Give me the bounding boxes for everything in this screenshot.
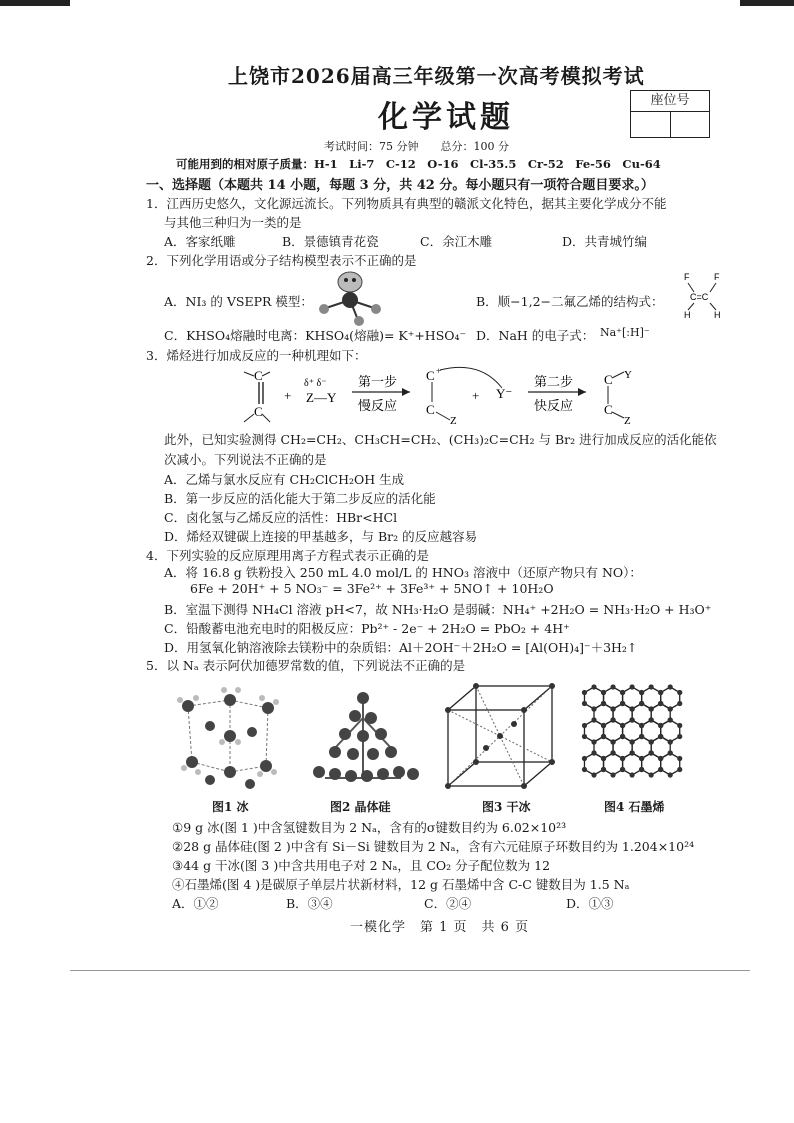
q1-option-b: B．景德镇青花瓷 bbox=[282, 234, 379, 249]
vsepr-model-image bbox=[312, 268, 390, 326]
svg-text:C=C: C=C bbox=[690, 292, 709, 302]
q2-option-c: C．KHSO₄熔融时电离：KHSO₄(熔融)= K⁺+HSO₄⁻ bbox=[164, 328, 467, 343]
q5-statement-4: ④石墨烯(图 4 )是碳原子单层片状新材料，12 g 石墨烯中含 C-C 键数目为 1.5 Nₐ bbox=[172, 877, 630, 892]
figure-1-caption: 图1 冰 bbox=[212, 800, 249, 814]
svg-text:+: + bbox=[284, 388, 292, 403]
dry-ice-structure-image bbox=[440, 680, 560, 796]
mechanism-diagram bbox=[240, 364, 660, 426]
step1-rate: 慢反应 bbox=[358, 398, 398, 413]
y-anion: Y⁻ bbox=[496, 386, 513, 401]
step1-label: 第一步 bbox=[358, 374, 398, 389]
q3-text-line2: 次减小。下列说法不正确的是 bbox=[164, 452, 327, 467]
svg-text:Y: Y bbox=[624, 369, 632, 381]
step2-label: 第二步 bbox=[534, 374, 574, 389]
q4-option-c: C．铅酸蓄电池充电时的阳极反应：Pb²⁺ - 2e⁻ + 2H₂O = PbO₂ + 4H⁺ bbox=[164, 621, 570, 636]
svg-text:C: C bbox=[604, 402, 613, 417]
q5-statement-3: ③44 g 干冰(图 3 )中含共用电子对 2 Nₐ，且 CO₂ 分子配位数为 12 bbox=[172, 858, 551, 873]
zy-reagent: Z—Y bbox=[306, 390, 337, 405]
page-footer: 一模化学 第 1 页 共 6 页 bbox=[350, 920, 530, 935]
bottom-divider bbox=[70, 970, 750, 971]
q3-option-d: D．烯烃双键碳上连接的甲基越多，与 Br₂ 的反应越容易 bbox=[164, 529, 478, 544]
q1-option-a: A．客家纸雕 bbox=[164, 234, 236, 249]
atomic-masses: 可能用到的相对原子质量：H-1 Li-7 C-12 O-16 Cl-35.5 Cr-52 Fe-56 Cu-64 bbox=[176, 157, 661, 171]
q3-option-b: B．第一步反应的活化能大于第二步反应的活化能 bbox=[164, 491, 436, 506]
ice-structure-image bbox=[170, 676, 290, 794]
q5-statement-2: ②28 g 晶体硅(图 2 )中含有 Si－Si 键数目为 2 Nₐ，含有六元硅原子环数目约为 1.204×10²⁴ bbox=[172, 839, 695, 854]
figure-4-caption: 图4 石墨烯 bbox=[604, 800, 665, 814]
q5-stem: 5．以 Nₐ 表示阿伏加德罗常数的值，下列说法不正确的是 bbox=[146, 658, 466, 673]
silicon-crystal-image bbox=[305, 688, 425, 792]
q5-option-c: C．②④ bbox=[424, 896, 472, 911]
subject-title: 化学试题 bbox=[378, 100, 514, 135]
q3-option-a: A．乙烯与氯水反应有 CH₂ClCH₂OH 生成 bbox=[164, 472, 405, 487]
partial-charges: δ⁺ δ⁻ bbox=[304, 378, 327, 389]
q2-option-b: B．顺−1,2−二氟乙烯的结构式： bbox=[476, 294, 664, 309]
svg-text:C: C bbox=[426, 368, 435, 383]
q2-stem: 2．下列化学用语或分子结构模型表示不正确的是 bbox=[146, 253, 417, 268]
svg-text:Z: Z bbox=[450, 415, 457, 426]
svg-text:Z: Z bbox=[624, 415, 631, 426]
q4-option-a-line2: 6Fe + 20H⁺ + 5 NO₃⁻ = 3Fe²⁺ + 3Fe³⁺ + 5NO↑ + 10H₂O bbox=[190, 581, 554, 596]
seat-label: 座位号 bbox=[631, 91, 709, 112]
q5-option-b: B．③④ bbox=[286, 896, 333, 911]
nah-electron-formula: Na⁺[:H]⁻ bbox=[600, 326, 650, 339]
svg-text:C: C bbox=[426, 402, 435, 417]
q3-option-c: C．卤化氢与乙烯反应的活性：HBr<HCl bbox=[164, 510, 398, 525]
svg-text:C: C bbox=[604, 372, 613, 387]
q5-statement-1: ①9 g 冰(图 1 )中含氢键数目为 2 Nₐ，含有的σ键数目约为 6.02×10²³ bbox=[172, 820, 567, 835]
q2-option-d: D．NaH 的电子式： bbox=[476, 328, 595, 343]
difluoroethene-structure bbox=[680, 270, 726, 320]
svg-text:C: C bbox=[254, 404, 263, 419]
svg-text:+: + bbox=[472, 388, 480, 403]
q5-option-d: D．①③ bbox=[566, 896, 614, 911]
figure-2-caption: 图2 晶体硅 bbox=[330, 800, 391, 814]
q2-option-a: A．NI₃ 的 VSEPR 模型： bbox=[164, 294, 313, 309]
seat-cell bbox=[631, 112, 671, 138]
svg-text:F: F bbox=[714, 272, 720, 282]
graphene-structure-image bbox=[580, 684, 712, 794]
q4-option-b: B．室温下测得 NH₄Cl 溶液 pH<7，故 NH₃·H₂O 是弱碱：NH₄⁺ +2H₂O = NH₃·H₂O + H₃O⁺ bbox=[164, 602, 712, 617]
q3-text-line1: 此外，已知实验测得 CH₂=CH₂、CH₃CH=CH₂、(CH₃)₂C=CH₂ 与 Br₂ 进行加成反应的活化能依 bbox=[164, 432, 717, 447]
q1-stem-line2: 与其他三种归为一类的是 bbox=[164, 215, 302, 230]
section-heading: 一、选择题（本题共 14 小题，每题 3 分，共 42 分。每小题只有一项符合题目要求。） bbox=[146, 178, 654, 193]
seat-cell bbox=[671, 112, 710, 138]
svg-text:H: H bbox=[714, 310, 721, 320]
step2-rate: 快反应 bbox=[534, 398, 574, 413]
q4-option-a-line1: A．将 16.8 g 铁粉投入 250 mL 4.0 mol/L 的 HNO₃ 溶液中（还原产物只有 NO）： bbox=[164, 565, 642, 580]
q1-option-c: C．余江木雕 bbox=[420, 234, 493, 249]
svg-text:H: H bbox=[684, 310, 691, 320]
q5-option-a: A．①② bbox=[172, 896, 219, 911]
q1-option-d: D．共青城竹编 bbox=[562, 234, 648, 249]
q4-option-d: D．用氢氧化钠溶液除去镁粉中的杂质铝：Al＋2OH⁻＋2H₂O = [Al(OH)₄]⁻＋3H₂↑ bbox=[164, 640, 638, 655]
figure-3-caption: 图3 干冰 bbox=[482, 800, 531, 814]
q1-stem-line1: 1．江西历史悠久，文化源远流长。下列物质具有典型的赣派文化特色，据其主要化学成分不能 bbox=[146, 196, 667, 211]
svg-text:F: F bbox=[684, 272, 690, 282]
exam-title: 上饶市2026届高三年级第一次高考模拟考试 bbox=[228, 64, 645, 88]
svg-text:C: C bbox=[254, 368, 263, 383]
q4-stem: 4．下列实验的反应原理用离子方程式表示正确的是 bbox=[146, 548, 429, 563]
exam-info: 考试时间：75 分钟 总分：100 分 bbox=[324, 140, 509, 153]
q3-stem: 3．烯烃进行加成反应的一种机理如下： bbox=[146, 348, 367, 363]
svg-text:+: + bbox=[436, 366, 442, 376]
seat-number-box bbox=[630, 90, 710, 138]
